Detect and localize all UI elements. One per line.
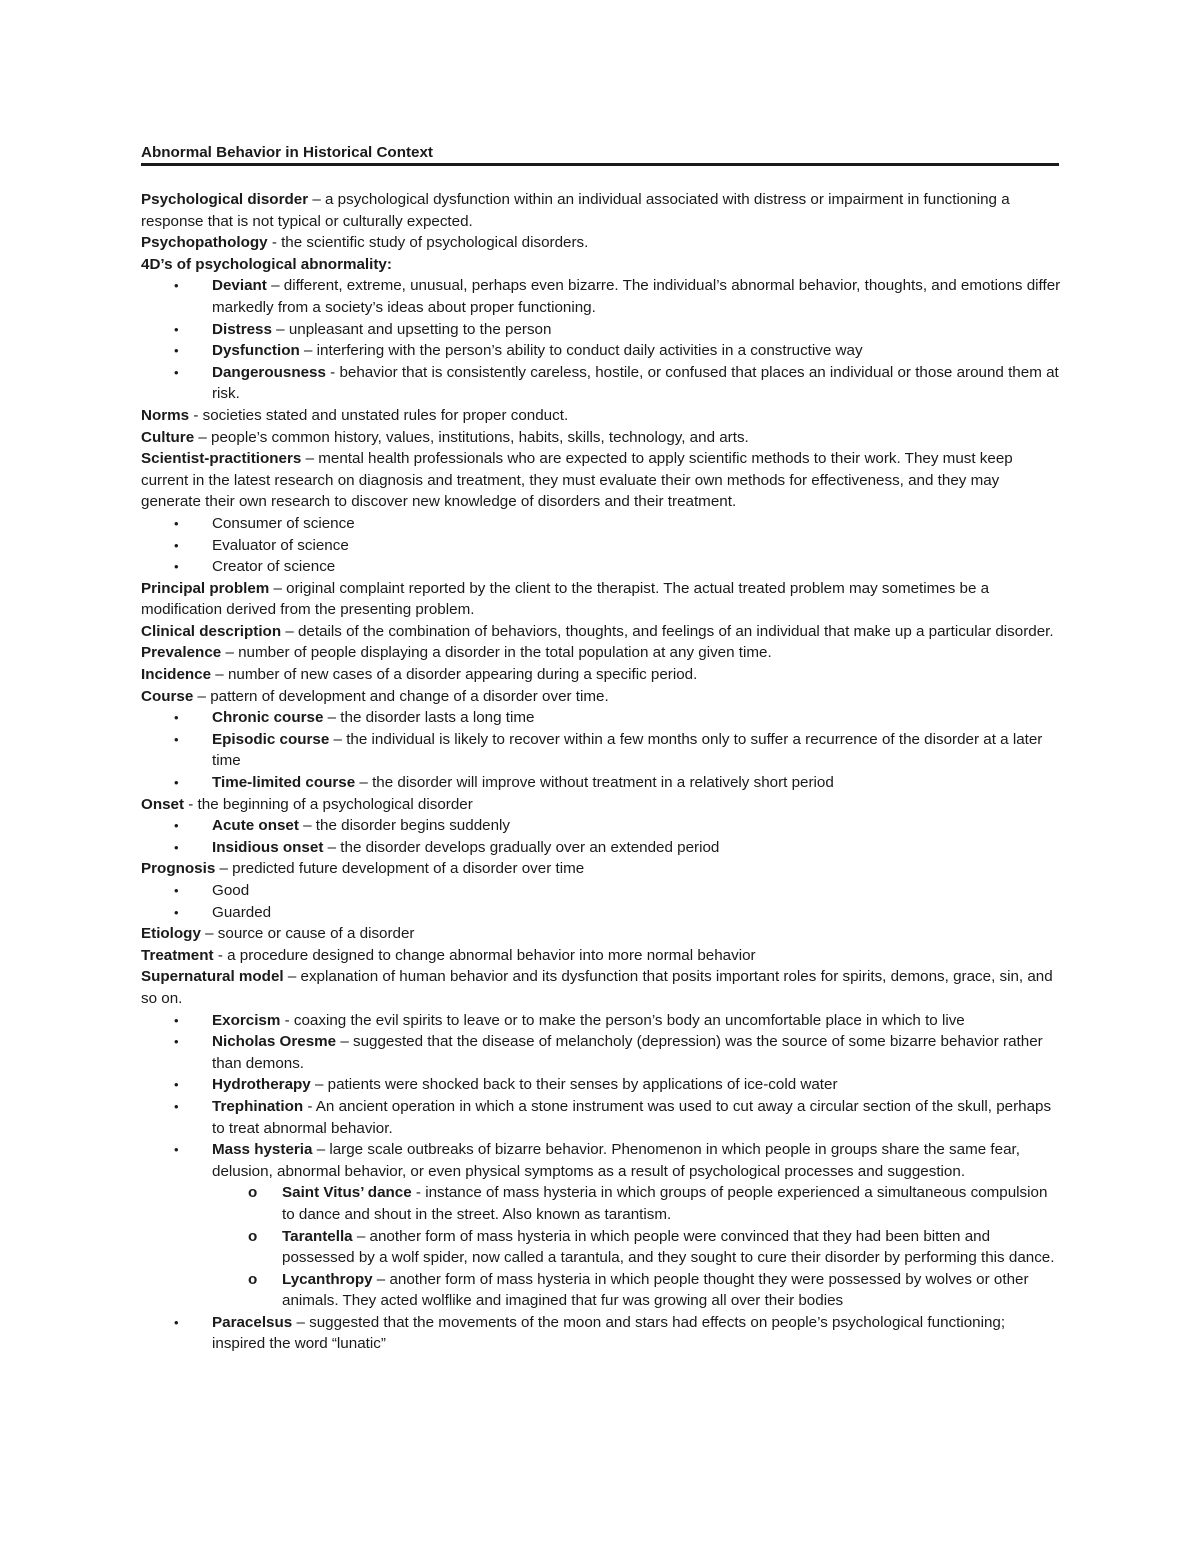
definition-text: - instance of mass hysteria in which groups of people experienced a simultaneous compulsion to dance and shout in the street. Also known as tarantism.	[282, 1184, 1048, 1223]
definition-paragraph	[141, 621, 1061, 643]
definition-text: – mental health professionals who are expected to apply scientific methods to their work. They must keep current in the latest research on diagnosis and treatment, they must evaluate their own methods for effectiveness, and they may generate their own research to discover new knowledge of disorders and their treatment.	[141, 450, 1013, 511]
definition-text: Consumer of science	[212, 514, 355, 532]
term-label: Scientist-practitioners	[141, 450, 302, 468]
term-label: Culture	[141, 428, 195, 446]
bullet-icon: •	[174, 1012, 179, 1028]
term-label: Deviant	[212, 277, 267, 295]
definition-text: – patients were shocked back to their senses by applications of ice-cold water	[310, 1076, 838, 1094]
definition-paragraph	[141, 405, 1061, 427]
list-item	[141, 340, 1061, 362]
term-label: Acute onset	[212, 817, 299, 835]
bullet-icon: •	[174, 839, 179, 855]
term-label: Trephination	[212, 1097, 304, 1115]
bullet-icon: •	[174, 710, 179, 726]
sub-list-item	[141, 1226, 1061, 1269]
definition-paragraph	[141, 189, 1061, 232]
definition-paragraph	[141, 642, 1061, 664]
definition-text: - An ancient operation in which a stone instrument was used to cut away a circular section of the skull, perhaps to treat abnormal behavior.	[212, 1097, 1052, 1137]
definition-text: – original complaint reported by the client to the therapist. The actual treated problem may sometimes be a modification derived from the presenting problem.	[141, 579, 990, 619]
bullet-icon: •	[174, 1077, 179, 1093]
term-label: Time-limited course	[212, 774, 356, 792]
term-label: Course	[141, 687, 194, 705]
definition-text: – another form of mass hysteria in which people were convinced that they had been bitten and possessed by a wolf spider, now called a tarantula, and they sought to cure their disorder by performing this dance.	[282, 1227, 1055, 1267]
term-label: Lycanthropy	[282, 1270, 373, 1288]
definition-text: – unpleasant and upsetting to the person	[271, 320, 552, 338]
list-item	[141, 535, 1061, 557]
definition-text: – people’s common history, values, institutions, habits, skills, technology, and arts.	[194, 428, 749, 446]
bullet-icon: •	[174, 1034, 179, 1050]
list-item	[141, 772, 1061, 794]
definition-text: – pattern of development and change of a disorder over time.	[193, 687, 609, 705]
term-label: Mass hysteria	[212, 1141, 313, 1159]
definition-text: Creator of science	[212, 558, 336, 576]
term-label: Prognosis	[141, 860, 216, 878]
bullet-icon: •	[174, 904, 179, 920]
definition-text: - societies stated and unstated rules for proper conduct.	[189, 406, 569, 424]
definition-paragraph	[141, 945, 1061, 967]
bullet-icon: •	[174, 775, 179, 791]
list-item	[141, 837, 1061, 859]
list-item	[141, 319, 1061, 341]
term-label: Psychopathology	[141, 234, 268, 252]
circle-bullet-icon: o	[248, 1227, 258, 1245]
definition-text: – the disorder develops gradually over an extended period	[323, 838, 720, 856]
definition-text: – the individual is likely to recover within a few months only to suffer a recurrence of the disorder at a later time	[212, 730, 1043, 770]
bullet-icon: •	[174, 559, 179, 575]
list-item	[141, 1074, 1061, 1096]
bullet-icon: •	[174, 321, 179, 337]
bullet-icon: •	[174, 883, 179, 898]
term-label: Etiology	[141, 925, 201, 943]
bullet-icon: •	[174, 515, 179, 531]
definition-paragraph	[141, 448, 1061, 513]
bullet-list	[141, 707, 1061, 793]
term-label: 4D’s of psychological abnormality:	[141, 255, 392, 273]
list-item	[141, 902, 1061, 924]
bullet-icon: •	[174, 364, 179, 380]
definition-paragraph	[141, 254, 1061, 276]
list-item	[141, 1010, 1061, 1032]
definition-paragraph	[141, 686, 1061, 708]
bullet-icon: •	[174, 343, 179, 359]
bullet-icon: •	[174, 1142, 179, 1158]
definition-text: – explanation of human behavior and its dysfunction that posits important roles for spirits, demons, grace, sin, and so on.	[141, 968, 1053, 1007]
definition-text: - a procedure designed to change abnormal behavior into more normal behavior	[213, 946, 756, 964]
list-item	[141, 513, 1061, 535]
term-label: Insidious onset	[212, 838, 324, 856]
definition-text: - coaxing the evil spirits to leave or to make the person’s body an uncomfortable place in which to live	[280, 1011, 965, 1029]
list-item	[141, 729, 1061, 772]
list-item	[141, 707, 1061, 729]
term-label: Psychological disorder	[141, 191, 309, 208]
term-label: Incidence	[141, 666, 212, 684]
term-label: Dysfunction	[212, 342, 300, 360]
definition-paragraph	[141, 427, 1061, 449]
definition-text: – another form of mass hysteria in which people thought they were possessed by wolves or other animals. They acted wolflike and imagined that fur was growing all over their bodies	[282, 1270, 1029, 1310]
sub-list-item	[141, 1182, 1061, 1225]
document-body	[141, 189, 1061, 1355]
term-label: Saint Vitus’ dance	[282, 1184, 412, 1202]
term-label: Prevalence	[141, 644, 222, 662]
term-label: Exorcism	[212, 1011, 281, 1029]
definition-text: – predicted future development of a disorder over time	[215, 860, 585, 878]
definition-text: – details of the combination of behaviors, thoughts, and feelings of an individual that make up a particular disorder.	[281, 622, 1054, 640]
list-item	[141, 362, 1061, 405]
bullet-list	[141, 880, 1061, 923]
term-label: Episodic course	[212, 730, 330, 748]
term-label: Tarantella	[282, 1227, 353, 1245]
circle-bullet-icon: o	[248, 1184, 258, 1202]
list-item	[141, 1139, 1061, 1182]
definition-text: – number of new cases of a disorder appearing during a specific period.	[211, 666, 698, 684]
list-item	[141, 880, 1061, 902]
definition-text: – a psychological dysfunction within an individual associated with distress or impairment in functioning a response that is not typical or culturally expected.	[141, 191, 1010, 230]
definition-text: – the disorder will improve without treatment in a relatively short period	[355, 774, 834, 792]
term-label: Dangerousness	[212, 363, 326, 381]
bullet-icon: •	[174, 818, 179, 834]
term-label: Treatment	[141, 946, 214, 964]
definition-paragraph	[141, 232, 1061, 254]
definition-text: - behavior that is consistently careless, hostile, or confused that places an individual or those around them at risk.	[212, 363, 1059, 403]
bullet-icon: •	[174, 731, 179, 747]
list-item	[141, 556, 1061, 578]
circle-bullet-icon: o	[248, 1270, 258, 1288]
term-label: Onset	[141, 795, 185, 813]
bullet-icon: •	[174, 278, 179, 294]
document-title: Abnormal Behavior in Historical Context	[141, 144, 433, 161]
term-label: Chronic course	[212, 709, 324, 727]
term-label: Supernatural model	[141, 968, 284, 986]
term-label: Hydrotherapy	[212, 1076, 311, 1094]
term-label: Clinical description	[141, 622, 282, 640]
term-label: Distress	[212, 320, 272, 338]
definition-text: Guarded	[212, 903, 272, 921]
definition-text: Evaluator of science	[212, 536, 349, 554]
bullet-list	[141, 1010, 1061, 1356]
list-item	[141, 1031, 1061, 1074]
bullet-icon: •	[174, 537, 179, 553]
definition-text: - the beginning of a psychological disorder	[184, 795, 473, 813]
definition-text: – suggested that the movements of the moon and stars had effects on people’s psychological functioning; inspired the word “lunatic”	[212, 1313, 1006, 1353]
term-label: Paracelsus	[212, 1313, 293, 1331]
bullet-list	[141, 513, 1061, 578]
bullet-list	[141, 275, 1061, 405]
definition-text: – the disorder begins suddenly	[298, 817, 510, 835]
definition-text: – large scale outbreaks of bizarre behavior. Phenomenon in which people in groups share the same fear, delusion, abnormal behavior, or even physical symptoms as a result of psychological processes and suggestion.	[212, 1141, 1020, 1180]
definition-text: – source or cause of a disorder	[200, 925, 415, 943]
definition-text: – the disorder lasts a long time	[323, 709, 535, 727]
bullet-icon: •	[174, 1314, 179, 1330]
term-label: Principal problem	[141, 579, 270, 597]
definition-paragraph	[141, 923, 1061, 945]
definition-paragraph	[141, 794, 1061, 816]
list-item	[141, 275, 1061, 318]
definition-text: – suggested that the disease of melancholy (depression) was the source of some bizarre behavior rather than demons.	[212, 1033, 1043, 1072]
definition-paragraph	[141, 966, 1061, 1009]
definition-text: - the scientific study of psychological disorders.	[267, 234, 589, 252]
definition-paragraph	[141, 664, 1061, 686]
definition-text: – interfering with the person’s ability to conduct daily activities in a constructive way	[299, 342, 863, 360]
definition-paragraph	[141, 858, 1061, 880]
term-label: Nicholas Oresme	[212, 1033, 337, 1051]
list-item	[141, 815, 1061, 837]
definition-paragraph	[141, 578, 1061, 621]
title-underline	[141, 163, 1059, 166]
list-item	[141, 1312, 1061, 1355]
bullet-list	[141, 815, 1061, 858]
list-item	[141, 1096, 1061, 1139]
definition-text: – number of people displaying a disorder in the total population at any given time.	[221, 644, 772, 662]
bullet-icon: •	[174, 1098, 179, 1114]
definition-text: – different, extreme, unusual, perhaps even bizarre. The individual’s abnormal behavior, thoughts, and emotions differ markedly from a society’s ideas about proper functioning.	[212, 277, 1061, 316]
term-label: Norms	[141, 406, 190, 424]
sub-list-item	[141, 1269, 1061, 1312]
definition-text: Good	[212, 882, 250, 899]
